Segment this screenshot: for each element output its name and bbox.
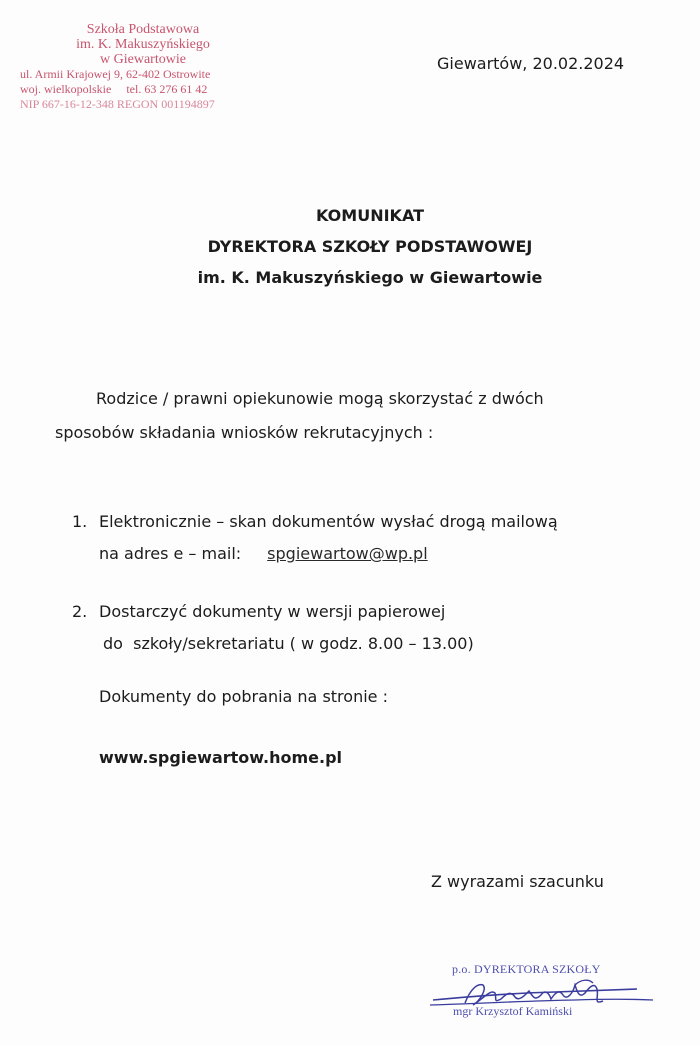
list-item-line: Dostarczyć dokumenty w wersji papierowej [99,602,446,621]
stamp-town: w Giewartowie [100,52,186,67]
submission-methods-list [72,506,682,660]
list-item-number: 1. [72,512,88,531]
school-stamp [18,22,268,112]
list-item-number: 2. [72,602,88,621]
heading-line-2: DYREKTORA SZKOŁY PODSTAWOWEJ [207,237,533,256]
intro-line-1: Rodzice / prawni opiekunowie mogą skorzystać z dwóch [96,389,544,408]
list-item [72,596,682,660]
website-link[interactable]: www.spgiewartow.home.pl [99,748,343,767]
list-item [72,506,682,570]
stamp-school-name: Szkoła Podstawowa [86,22,200,37]
intro-line-2: sposobów składania wniosków rekrutacyjnych : [55,423,434,442]
heading-line-3: im. K. Makuszyńskiego w Giewartowie [197,268,543,287]
letter-date: Giewartów, 20.02.2024 [437,54,625,73]
documents-label: Dokumenty do pobrania na stronie : [99,687,388,706]
list-item-line: Elektronicznie – skan dokumentów wysłać drogą mailową [99,512,558,531]
email-row [99,538,682,570]
email-link[interactable]: spgiewartow@wp.pl [267,544,428,563]
stamp-patron: im. K. Makuszyńskiego [76,37,210,52]
intro-paragraph [55,382,675,450]
closing-phrase: Z wyrazami szacunku [431,872,604,891]
heading-line-1: KOMUNIKAT [316,206,424,225]
list-item-line: do szkoły/sekretariatu ( w godz. 8.00 – 13.00) [103,634,474,653]
stamp-region-phone: woj. wielkopolskie tel. 63 276 61 42 [20,82,208,96]
stamp-address: ul. Armii Krajowej 9, 62-402 Ostrowite [20,67,211,81]
stamp-nip-regon: NIP 667-16-12-348 REGON 001194897 [20,97,215,111]
signatory-name: mgr Krzysztof Kamiński [453,1004,573,1018]
signature-title: p.o. DYREKTORA SZKOŁY [452,962,601,976]
announcement-heading [120,200,620,293]
email-label: na adres e – mail: [99,544,242,563]
